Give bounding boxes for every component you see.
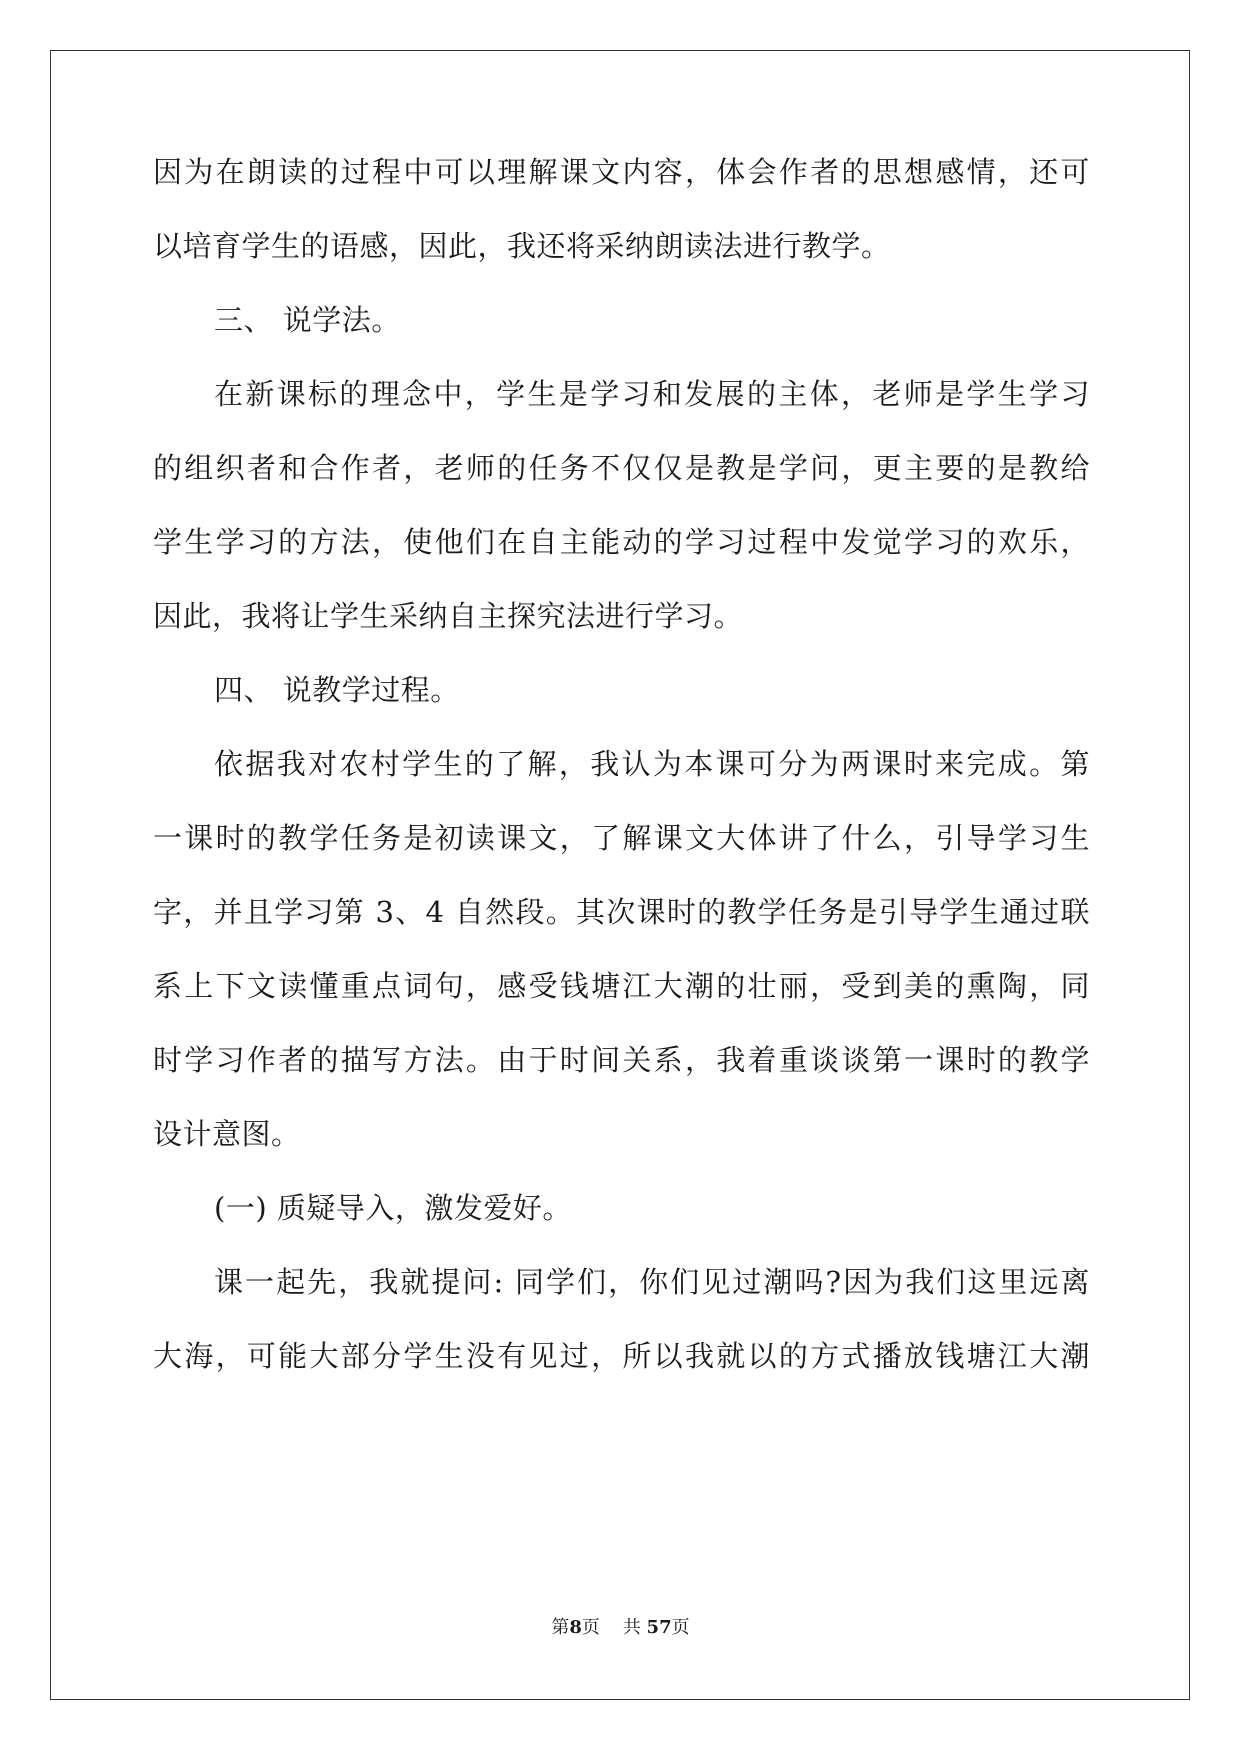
text-line-6: 学生学习的方法，使他们在自主能动的学习过程中发觉学习的欢乐，: [153, 525, 1090, 559]
page-number: 8: [569, 1617, 582, 1638]
text-line-10: 一课时的教学任务是初读课文，了解课文大体讲了什么，引导学习生: [153, 821, 1090, 855]
total-prefix: 共: [622, 1617, 641, 1638]
text-line-4: 在新课标的理念中，学生是学习和发展的主体，老师是学生学习: [214, 377, 1090, 411]
page-suffix: 页: [581, 1617, 600, 1638]
total-pages: 57: [646, 1617, 672, 1638]
subsection-heading-1: (一) 质疑导入，激发爱好。: [214, 1191, 572, 1225]
text-line-7: 因此，我将让学生采纳自主探究法进行学习。: [153, 599, 744, 633]
text-line-16: 课一起先，我就提问: 同学们，你们见过潮吗?因为我们这里远离: [214, 1265, 1090, 1299]
page-prefix: 第: [551, 1617, 570, 1638]
section-heading-3: 三、 说学法。: [214, 303, 401, 337]
text-line-1: 因为在朗读的过程中可以理解课文内容，体会作者的思想感情，还可: [153, 155, 1090, 189]
text-line-14: 设计意图。: [153, 1117, 301, 1151]
text-line-17: 大海，可能大部分学生没有见过，所以我就以的方式播放钱塘江大潮: [153, 1339, 1090, 1373]
text-line-2: 以培育学生的语感，因此，我还将采纳朗读法进行教学。: [153, 229, 891, 263]
text-line-12: 系上下文读懂重点词句，感受钱塘江大潮的壮丽，受到美的熏陶，同: [153, 969, 1090, 1003]
text-line-11: 字，并且学习第 3、4 自然段。其次课时的教学任务是引导学生通过联: [153, 895, 1090, 929]
text-line-9: 依据我对农村学生的了解，我认为本课可分为两课时来完成。第: [214, 747, 1090, 781]
page-frame: [50, 50, 1190, 1700]
section-heading-4: 四、 说教学过程。: [214, 673, 460, 707]
text-line-13: 时学习作者的描写方法。由于时间关系，我着重谈谈第一课时的教学: [153, 1043, 1090, 1077]
page-footer: [0, 1616, 1241, 1640]
text-line-5: 的组织者和合作者，老师的任务不仅仅是教是学问，更主要的是教给: [153, 451, 1090, 485]
total-suffix: 页: [671, 1617, 690, 1638]
